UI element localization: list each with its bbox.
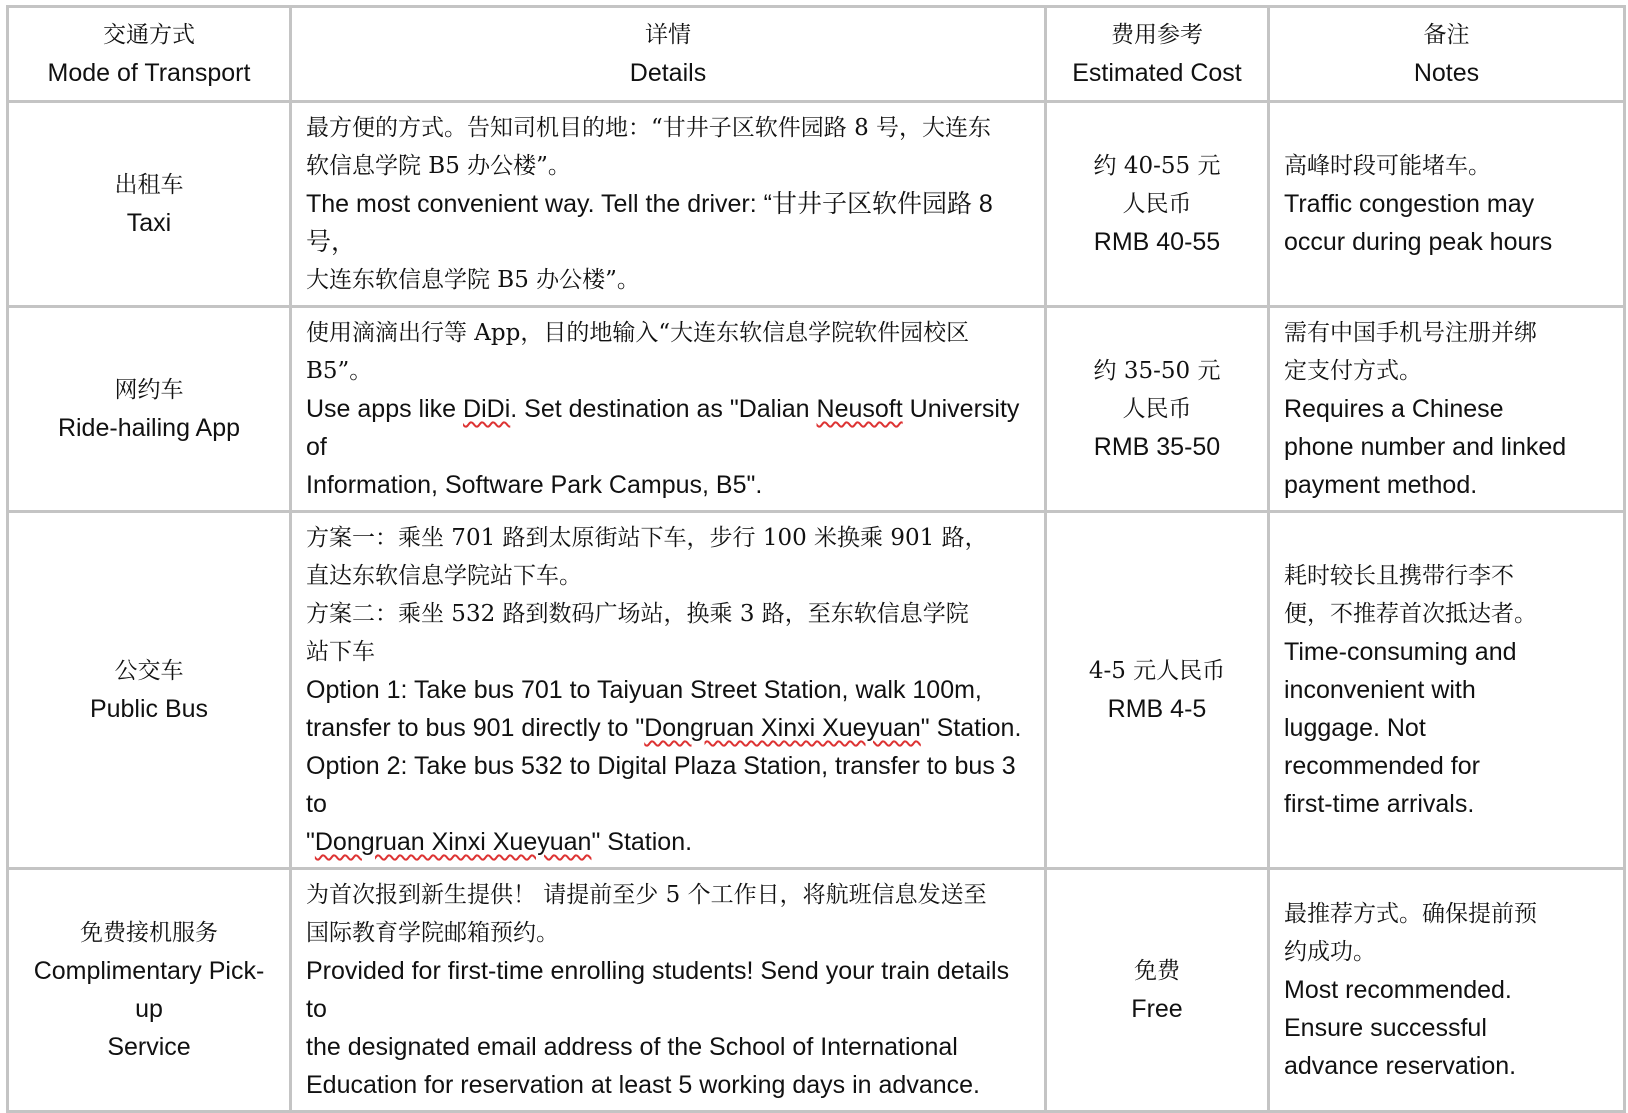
notes-cell-taxi: [1269, 102, 1625, 307]
mode-cell-ride-hailing: [8, 307, 291, 512]
table-row-public-bus: [8, 512, 1625, 869]
details-ride-line3-pre: Use apps like: [306, 395, 464, 423]
mode-taxi-en: Taxi: [126, 209, 172, 237]
header-details: [291, 7, 1046, 102]
notes-pickup-line4: Ensure successful: [1284, 1014, 1487, 1042]
notes-pickup-line3: Most recommended.: [1284, 976, 1512, 1004]
details-bus-line7: Option 2: Take bus 532 to Digital Plaza Station, transfer to bus 3 to: [306, 752, 1016, 818]
details-pickup-line5: Education for reservation at least 5 working days in advance.: [306, 1071, 980, 1099]
cost-cell-taxi: [1046, 102, 1269, 307]
mode-bus-en: Public Bus: [89, 695, 209, 723]
cost-taxi-line1: 约 40-55 元: [1093, 153, 1221, 179]
notes-bus-line3: Time-consuming and: [1284, 638, 1517, 666]
mode-bus-zh: 公交车: [114, 658, 184, 684]
notes-cell-public-bus: [1269, 512, 1625, 869]
mode-ride-en: Ride-hailing App: [57, 414, 241, 442]
details-bus-line6-pre: transfer to bus 901 directly to ": [306, 714, 645, 742]
notes-taxi-line3: occur during peak hours: [1284, 228, 1553, 256]
transport-table: [6, 5, 1626, 1113]
cost-taxi-line2: 人民币: [1122, 191, 1192, 217]
header-cost-en: Estimated Cost: [1072, 59, 1242, 87]
header-mode-en: Mode of Transport: [47, 59, 251, 87]
details-ride-line1: 使用滴滴出行等 App，目的地输入“大连东软信息学院软件园校区: [306, 320, 970, 346]
details-bus-line1: 方案一：乘坐 701 路到太原街站下车，步行 100 米换乘 901 路，: [306, 525, 988, 551]
details-taxi-line2: 软信息学院 B5 办公楼”。: [306, 153, 571, 179]
details-bus-line3: 方案二：乘坐 532 路到数码广场站，换乘 3 路，至东软信息学院: [306, 601, 969, 627]
spellcheck-station-name: Dongruan Xinxi Xueyuan: [644, 714, 921, 742]
cost-ride-line2: 人民币: [1122, 396, 1192, 422]
details-taxi-line1: 最方便的方式。告知司机目的地：“甘井子区软件园路 8 号，大连东: [306, 115, 992, 141]
cost-bus-line1: 4-5 元人民币: [1088, 658, 1226, 684]
notes-bus-line5: luggage. Not: [1284, 714, 1426, 742]
table-row-pickup: [8, 869, 1625, 1112]
cost-cell-public-bus: [1046, 512, 1269, 869]
spellcheck-word-neusoft: Neusoft: [816, 395, 903, 423]
details-ride-line2: B5”。: [306, 358, 373, 384]
details-cell-public-bus: [291, 512, 1046, 869]
details-ride-line3-post: University of: [306, 395, 1020, 461]
spellcheck-station-name: Dongruan Xinxi Xueyuan: [314, 828, 592, 856]
header-details-zh: 详情: [645, 22, 691, 48]
header-mode-zh: 交通方式: [103, 22, 195, 48]
details-taxi-line4: 大连东软信息学院 B5 办公楼”。: [306, 267, 640, 293]
details-pickup-line4: the designated email address of the School of International: [306, 1033, 958, 1061]
mode-pickup-en-line2: Service: [107, 1033, 191, 1061]
notes-cell-pickup: [1269, 869, 1625, 1112]
details-ride-line4: Information, Software Park Campus, B5".: [306, 471, 763, 499]
notes-ride-line1: 需有中国手机号注册并绑: [1284, 320, 1537, 346]
details-pickup-line1: 为首次报到新生提供！ 请提前至少 5 个工作日，将航班信息发送至: [306, 882, 987, 908]
details-ride-line3: [306, 390, 1030, 466]
details-bus-line6: [306, 709, 1030, 747]
details-bus-line4: 站下车: [306, 639, 375, 665]
cost-cell-ride-hailing: [1046, 307, 1269, 512]
details-bus-line8-pre: ": [306, 828, 315, 856]
spellcheck-word-didi: DiDi: [463, 395, 511, 423]
details-bus-line2: 直达东软信息学院站下车。: [306, 563, 582, 589]
mode-taxi-zh: 出租车: [114, 172, 184, 198]
notes-ride-line4: phone number and linked: [1284, 433, 1567, 461]
header-notes-en: Notes: [1413, 59, 1480, 87]
header-cost: [1046, 7, 1269, 102]
details-pickup-line3: Provided for first-time enrolling students! Send your train details to: [306, 957, 1010, 1023]
details-cell-pickup: [291, 869, 1046, 1112]
mode-pickup-zh: 免费接机服务: [80, 920, 218, 946]
header-notes-zh: 备注: [1423, 22, 1470, 48]
header-cost-zh: 费用参考: [1111, 22, 1203, 48]
cost-taxi-line3: RMB 40-55: [1093, 228, 1221, 256]
cost-pickup-line2: Free: [1131, 995, 1183, 1023]
header-notes: [1269, 7, 1625, 102]
notes-bus-line7: first-time arrivals.: [1284, 790, 1475, 818]
notes-cell-ride-hailing: [1269, 307, 1625, 512]
cost-pickup-line1: 免费: [1134, 958, 1180, 984]
details-cell-taxi: [291, 102, 1046, 307]
cost-ride-line3: RMB 35-50: [1093, 433, 1221, 461]
notes-ride-line5: payment method.: [1284, 471, 1478, 499]
mode-ride-zh: 网约车: [114, 377, 184, 403]
cost-cell-pickup: [1046, 869, 1269, 1112]
header-row: [8, 7, 1625, 102]
details-bus-line8-post: " Station.: [591, 828, 693, 856]
notes-bus-line1: 耗时较长且携带行李不: [1284, 563, 1514, 589]
notes-taxi-line2: Traffic congestion may: [1284, 190, 1535, 218]
notes-ride-line3: Requires a Chinese: [1284, 395, 1504, 423]
table-row-ride-hailing: [8, 307, 1625, 512]
details-bus-line5: Option 1: Take bus 701 to Taiyuan Street Station, walk 100m,: [306, 676, 982, 704]
notes-pickup-line2: 约成功。: [1284, 939, 1376, 965]
mode-cell-pickup: [8, 869, 291, 1112]
details-ride-line3-mid: . Set destination as "Dalian: [510, 395, 817, 423]
notes-ride-line2: 定支付方式。: [1284, 358, 1422, 384]
details-cell-ride-hailing: [291, 307, 1046, 512]
notes-taxi-line1: 高峰时段可能堵车。: [1284, 153, 1491, 179]
details-bus-line8: [306, 823, 1030, 861]
details-bus-line6-post: " Station.: [920, 714, 1022, 742]
header-details-en: Details: [629, 59, 707, 87]
cost-bus-line2: RMB 4-5: [1107, 695, 1207, 723]
details-taxi-line3: The most convenient way. Tell the driver: “甘井子区软件园路 8 号，: [306, 190, 993, 256]
table-row-taxi: [8, 102, 1625, 307]
header-mode: [8, 7, 291, 102]
notes-pickup-line1: 最推荐方式。确保提前预: [1284, 901, 1537, 927]
cost-ride-line1: 约 35-50 元: [1093, 358, 1221, 384]
notes-bus-line6: recommended for: [1284, 752, 1480, 780]
notes-bus-line2: 便，不推荐首次抵达者。: [1284, 601, 1537, 627]
notes-pickup-line5: advance reservation.: [1284, 1052, 1517, 1080]
mode-cell-public-bus: [8, 512, 291, 869]
mode-cell-taxi: [8, 102, 291, 307]
mode-pickup-en-line1: Complimentary Pick-up: [33, 957, 265, 1023]
notes-bus-line4: inconvenient with: [1284, 676, 1476, 704]
details-pickup-line2: 国际教育学院邮箱预约。: [306, 920, 559, 946]
